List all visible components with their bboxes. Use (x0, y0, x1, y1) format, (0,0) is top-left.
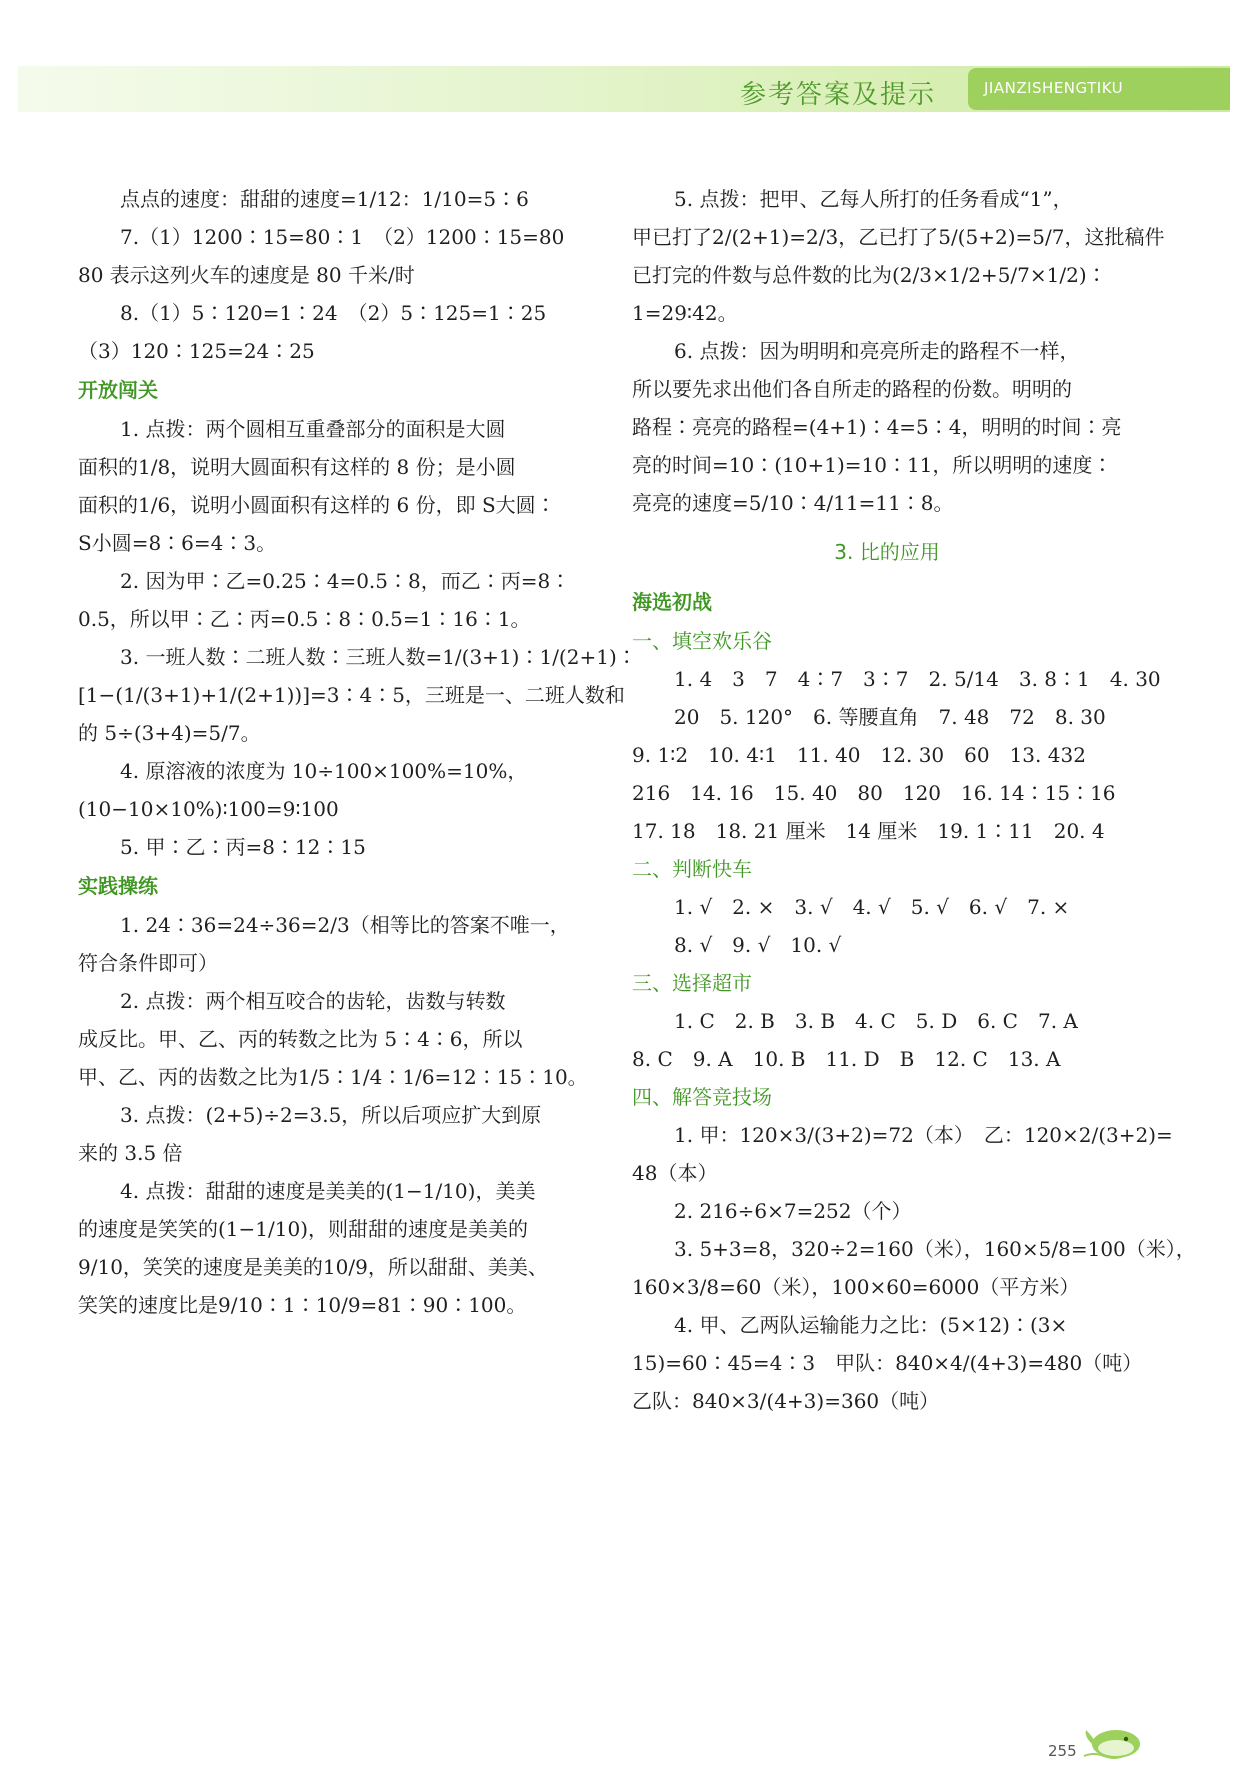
section-heading: 开放闯关 (78, 378, 158, 402)
text-line: 1. C 2. B 3. B 4. C 5. D 6. C 7. A (674, 1009, 1078, 1033)
header-tab (968, 68, 1230, 110)
text-line: (10−10×10%)∶100=9∶100 (78, 797, 339, 821)
text-line: 1. √ 2. × 3. √ 4. √ 5. √ 6. √ 7. × (674, 895, 1070, 919)
text-line: 3. 点拨：(2+5)÷2=3.5，所以后项应扩大到原 (120, 1103, 542, 1127)
text-line: 8.（1）5∶120=1∶24 （2）5∶125=1∶25 (120, 301, 547, 325)
text-line: 2. 点拨：两个相互咬合的齿轮，齿数与转数 (120, 989, 506, 1013)
text-line: 216 14. 16 15. 40 80 120 16. 14∶15∶16 (632, 781, 1116, 805)
unit-title: 3. 比的应用 (834, 540, 940, 564)
text-line: 亮的时间=10∶(10+1)=10∶11，所以明明的速度∶ (632, 453, 1113, 477)
text-line: 1. 24∶36=24÷36=2/3（相等比的答案不唯一， (120, 913, 570, 937)
text-line: 点点的速度：甜甜的速度=1/12：1/10=5∶6 (120, 187, 529, 211)
section-heading: 实践操练 (78, 874, 158, 898)
text-line: 1=29∶42。 (632, 301, 738, 325)
text-line: 3. 5+3=8，320÷2=160（米），160×5/8=100（米）， (674, 1237, 1196, 1261)
right-column (632, 180, 1196, 1420)
subsection-heading: 一、填空欢乐谷 (632, 629, 772, 653)
text-line: 笑笑的速度比是9/10∶1∶10/9=81∶90∶100。 (78, 1293, 527, 1317)
section-heading: 海选初战 (632, 590, 712, 614)
text-line: 4. 点拨：甜甜的速度是美美的(1−1/10)，美美 (120, 1179, 536, 1203)
whale-mascot-icon (1082, 1724, 1142, 1760)
text-line: 来的 3.5 倍 (78, 1141, 183, 1165)
text-line: 的 5÷(3+4)=5/7。 (78, 721, 261, 745)
text-line: 17. 18 18. 21 厘米 14 厘米 19. 1∶11 20. 4 (632, 819, 1105, 843)
text-line: 路程∶亮亮的路程=(4+1)∶4=5∶4，明明的时间∶亮 (632, 415, 1122, 439)
text-line: 符合条件即可） (78, 951, 218, 975)
header-title: 参考答案及提示 (740, 80, 937, 110)
header-tab-label: JIANZISHENGTIKU (984, 79, 1124, 97)
text-line: 2. 因为甲∶乙=0.25∶4=0.5∶8，而乙∶丙=8∶ (120, 569, 571, 593)
text-line: 5. 甲∶乙∶丙=8∶12∶15 (120, 835, 366, 859)
text-line: 1. 甲：120×3/(3+2)=72（本） 乙：120×2/(3+2)= (674, 1123, 1173, 1147)
text-line: 20 5. 120° 6. 等腰直角 7. 48 72 8. 30 (674, 705, 1106, 729)
text-line: 1. 4 3 7 4∶7 3∶7 2. 5/14 3. 8∶1 4. 30 (674, 667, 1161, 691)
page-number: 255 (1048, 1742, 1077, 1760)
text-line: 0.5，所以甲∶乙∶丙=0.5∶8∶0.5=1∶16∶1。 (78, 607, 531, 631)
text-line: 面积的1/8，说明大圆面积有这样的 8 份；是小圆 (78, 455, 516, 479)
text-line: 甲已打了2/(2+1)=2/3，乙已打了5/(5+2)=5/7，这批稿件 (632, 225, 1165, 249)
subsection-heading: 二、判断快车 (632, 857, 752, 881)
text-line: 面积的1/6，说明小圆面积有这样的 6 份，即 S大圆∶ (78, 493, 556, 517)
text-line: 6. 点拨：因为明明和亮亮所走的路程不一样， (674, 339, 1080, 363)
left-column (78, 180, 637, 1324)
text-line: 9/10，笑笑的速度是美美的10/9，所以甜甜、美美、 (78, 1255, 548, 1279)
text-line: [1−(1/(3+1)+1/(2+1))]=3∶4∶5，三班是一、二班人数和 (78, 683, 625, 707)
text-line: 2. 216÷6×7=252（个） (674, 1199, 912, 1223)
subsection-heading: 四、解答竞技场 (632, 1085, 772, 1109)
text-line: 甲、乙、丙的齿数之比为1/5∶1/4∶1/6=12∶15∶10。 (78, 1065, 588, 1089)
text-line: 的速度是笑笑的(1−1/10)，则甜甜的速度是美美的 (78, 1217, 528, 1241)
text-line: S小圆=8∶6=4∶3。 (78, 531, 277, 555)
text-line: 80 表示这列火车的速度是 80 千米/时 (78, 263, 415, 287)
text-line: 7.（1）1200∶15=80∶1 （2）1200∶15=80 (120, 225, 565, 249)
text-line: 8. C 9. A 10. B 11. D B 12. C 13. A (632, 1047, 1061, 1071)
text-line: 15)=60∶45=4∶3 甲队：840×4/(4+3)=480（吨） (632, 1351, 1143, 1375)
text-line: （3）120∶125=24∶25 (78, 339, 315, 363)
text-line: 乙队：840×3/(4+3)=360（吨） (632, 1389, 940, 1413)
text-line: 4. 甲、乙两队运输能力之比：(5×12)∶(3× (674, 1313, 1068, 1337)
text-line: 8. √ 9. √ 10. √ (674, 933, 842, 957)
text-line: 3. 一班人数∶二班人数∶三班人数=1/(3+1)∶1/(2+1)∶ (120, 645, 637, 669)
text-line: 1. 点拨：两个圆相互重叠部分的面积是大圆 (120, 417, 506, 441)
text-line: 已打完的件数与总件数的比为(2/3×1/2+5/7×1/2)∶ (632, 263, 1107, 287)
text-line: 所以要先求出他们各自所走的路程的份数。明明的 (632, 377, 1072, 401)
text-line: 5. 点拨：把甲、乙每人所打的任务看成“1”， (674, 187, 1073, 211)
text-line: 160×3/8=60（米），100×60=6000（平方米） (632, 1275, 1080, 1299)
subsection-heading: 三、选择超市 (632, 971, 752, 995)
text-line: 48（本） (632, 1161, 718, 1185)
text-line: 亮亮的速度=5/10∶4/11=11∶8。 (632, 491, 954, 515)
text-line: 4. 原溶液的浓度为 10÷100×100%=10%， (120, 759, 528, 783)
text-line: 成反比。甲、乙、丙的转数之比为 5∶4∶6，所以 (78, 1027, 523, 1051)
text-line: 9. 1∶2 10. 4∶1 11. 40 12. 30 60 13. 432 (632, 743, 1086, 767)
